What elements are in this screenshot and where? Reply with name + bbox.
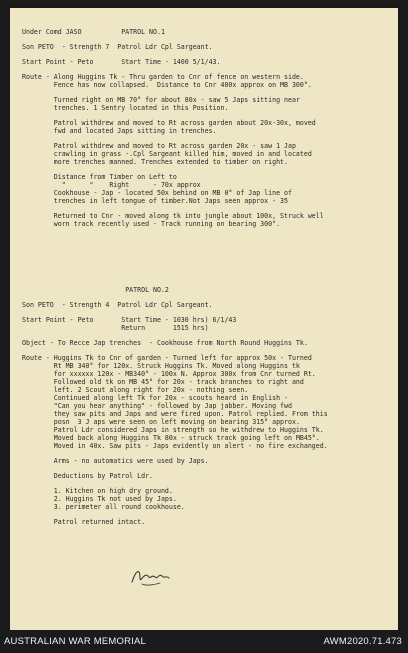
patrol2-section-line: Son PETO - Strength 4 Patrol Ldr Cpl Sargeant. bbox=[22, 301, 213, 309]
patrol2-route-line: Followed old tk on MB 45° for 20x - track branches to right and bbox=[22, 378, 304, 386]
patrol2-route-line: Continued along left Tk for 20x - scouts heard in English - bbox=[22, 394, 288, 402]
patrol2-object-line: Object - To Recce Jap trenches - Cookhouse from North Round Huggins Tk. bbox=[22, 339, 308, 347]
patrol1-route-line: Route - Along Huggins Tk - Thru garden to Cnr of fence on western side. bbox=[22, 73, 304, 81]
footer-institution: AUSTRALIAN WAR MEMORIAL bbox=[4, 636, 147, 647]
deductions-heading: Deductions by Patrol Ldr. bbox=[22, 472, 154, 480]
deduction-item: 1. Kitchen on high dry ground. bbox=[22, 487, 173, 495]
header-line: Under Comd JASO PATROL NO.1 bbox=[22, 28, 165, 36]
patrol2-heading: PATROL NO.2 bbox=[22, 286, 169, 294]
patrol2-return-line: Return 1515 hrs) bbox=[22, 324, 209, 332]
handwritten-signature bbox=[128, 564, 174, 590]
patrol2-route-line: Rt MB 340° for 120x. Struck Huggins Tk. Moved along Huggins tk bbox=[22, 362, 300, 370]
document-page bbox=[10, 8, 398, 630]
patrol1-route-line: crawling in grass -.Cpl Sargeant killed him, moved in and located bbox=[22, 150, 312, 158]
patrol1-route-line: Turned right on MB 70° for about 80x - saw 5 Japs sitting near bbox=[22, 96, 300, 104]
patrol2-arms-line: Arms - no automatics were used by Japs. bbox=[22, 457, 209, 465]
patrol1-start-line: Start Point - Peto Start Time - 1400 5/1/43. bbox=[22, 58, 221, 66]
patrol2-start-line: Start Point - Peto Start Time - 1030 hrs) 6/1/43 bbox=[22, 316, 237, 324]
footer-accession-number: AWM2020.71.473 bbox=[323, 636, 402, 647]
patrol2-route-line: Route - Huggins Tk to Cnr of garden - Turned left for approx 50x - Turned bbox=[22, 354, 312, 362]
patrol1-section-line: Son PETO - Strength 7 Patrol Ldr Cpl Sargeant. bbox=[22, 43, 213, 51]
archive-footer bbox=[0, 630, 408, 653]
deduction-item: 2. Huggins Tk not used by Japs. bbox=[22, 495, 177, 503]
deduction-item: 3. perimeter all round cookhouse. bbox=[22, 503, 185, 511]
patrol1-route-line: Distance from Timber on Left to bbox=[22, 173, 177, 181]
patrol1-route-line: more trenches manned. Trenches extended to timber on right. bbox=[22, 158, 288, 166]
patrol1-route-line: Fence has now collapsed. Distance to Cnr 400x approx on MB 300°. bbox=[22, 81, 312, 89]
patrol2-route-line: left. 2 Scout along right for 20x - nothing seen. bbox=[22, 386, 249, 394]
patrol2-route-line: "Can you hear anything" - followed by Jap jabber. Moving fwd bbox=[22, 402, 292, 410]
patrol2-route-line: posn 3 J aps were seen on left moving on bearing 315° approx. bbox=[22, 418, 300, 426]
patrol1-route-line: " " Right - 70x approx bbox=[22, 181, 201, 189]
patrol1-route-line: trenches in left tongue of timber.Not Japs seen approx - 35 bbox=[22, 197, 288, 205]
patrol1-route-line: fwd and located Japs sitting in trenches. bbox=[22, 127, 217, 135]
patrol1-route-line: Patrol withdrew and moved to Rt across garden about 20x-30x, moved bbox=[22, 119, 316, 127]
patrol1-route-line: Patrol withdrew and moved to Rt across garden 20x - saw 1 Jap bbox=[22, 142, 296, 150]
patrol1-route-line: Returned to Cnr - moved along tk into jungle about 100x, Struck well bbox=[22, 212, 324, 220]
patrol2-route-line: they saw pits and Japs and were fired upon. Patrol replied. From this bbox=[22, 410, 328, 418]
patrol1-route-line: Cookhouse - Jap - located 50x behind on MB 0° of Jap line of bbox=[22, 189, 292, 197]
patrol1-route-line: trenches. 1 Sentry located in this Position. bbox=[22, 104, 229, 112]
patrol2-route-line: Moved back along Huggins Tk 80x - struck track going left on MB45°. bbox=[22, 434, 320, 442]
patrol2-route-line: for xxxxxx 120x - MB340° - 100x N. Approx 300x from Cnr turned Rt. bbox=[22, 370, 316, 378]
patrol-returned-line: Patrol returned intact. bbox=[22, 518, 146, 526]
patrol2-route-line: Moved in 40x. Saw pits - Japs evidently on alert - no fire exchanged. bbox=[22, 442, 328, 450]
patrol2-route-line: Patrol Ldr considered Japs in strength so he withdrew to Huggins Tk. bbox=[22, 426, 324, 434]
patrol1-route-line: worn track recently used - Track running on bearing 300°. bbox=[22, 220, 281, 228]
